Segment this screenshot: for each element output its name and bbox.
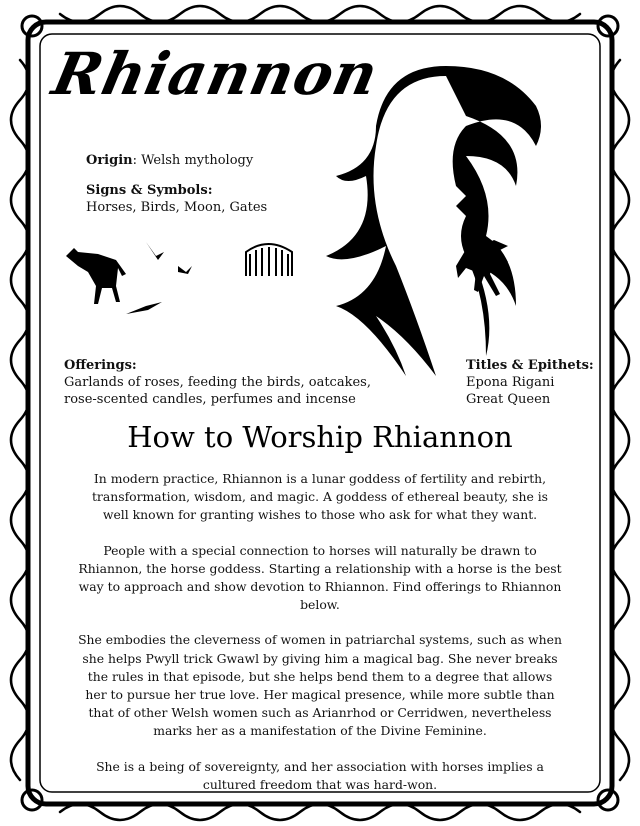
horse-icon [66,248,126,304]
section-heading: How to Worship Rhiannon [127,420,513,454]
signs-label: Signs & Symbols: [86,183,213,198]
offerings-field [64,357,371,408]
paragraph: She is a being of sovereignty, and her association with horses implies a cultured freedom that was hard-won. [96,758,544,792]
origin-label: Origin [86,153,133,168]
paragraph: People with a special connection to horses will naturally be drawn to Rhiannon, the horse goddess. Starting a relationship with a horse is the best way to approach and show devotion to Rhiannon. Find offerings to Rhiannon below. [78,542,562,613]
titles-line1: Epona Rigani [466,375,555,390]
titles-line2: Great Queen [466,392,551,407]
rhiannon-silhouette [316,66,566,386]
signs-field [86,182,267,216]
bird-icon [126,242,192,314]
origin-field: Origin: Welsh mythology [86,153,254,168]
signs-value: Horses, Birds, Moon, Gates [86,200,268,215]
paragraph: In modern practice, Rhiannon is a lunar goddess of fertility and rebirth, transformation, wisdom, and magic. A goddess of ethereal beauty, she is well known for granting wishes to those who ask for what they want. [91,471,549,523]
body-text [78,470,562,811]
offerings-label: Offerings: [64,358,137,373]
titles-label: Titles & Epithets: [466,358,594,373]
offerings-line1: Garlands of roses, feeding the birds, oatcakes, [64,375,371,390]
page-title: Rhiannon [46,40,385,108]
titles-field [466,357,594,408]
symbols-row [60,236,300,326]
moon-icon [210,270,256,320]
origin-value: Welsh mythology [141,153,254,168]
gate-icon [246,244,292,276]
paragraph: She embodies the cleverness of women in patriarchal systems, such as when she helps Pwyll trick Gwawl by giving him a magical bag. She never breaks the rules in that episode, but she helps bend them to a degree that allows her to pursue her true love. Her magical presence, while more subtle than that of other Welsh women such as Arianrhod or Cerridwen, nevertheless marks her as a manifestation of the Divine Feminine. [78,632,562,739]
offerings-line2: rose-scented candles, perfumes and incense [64,392,356,407]
